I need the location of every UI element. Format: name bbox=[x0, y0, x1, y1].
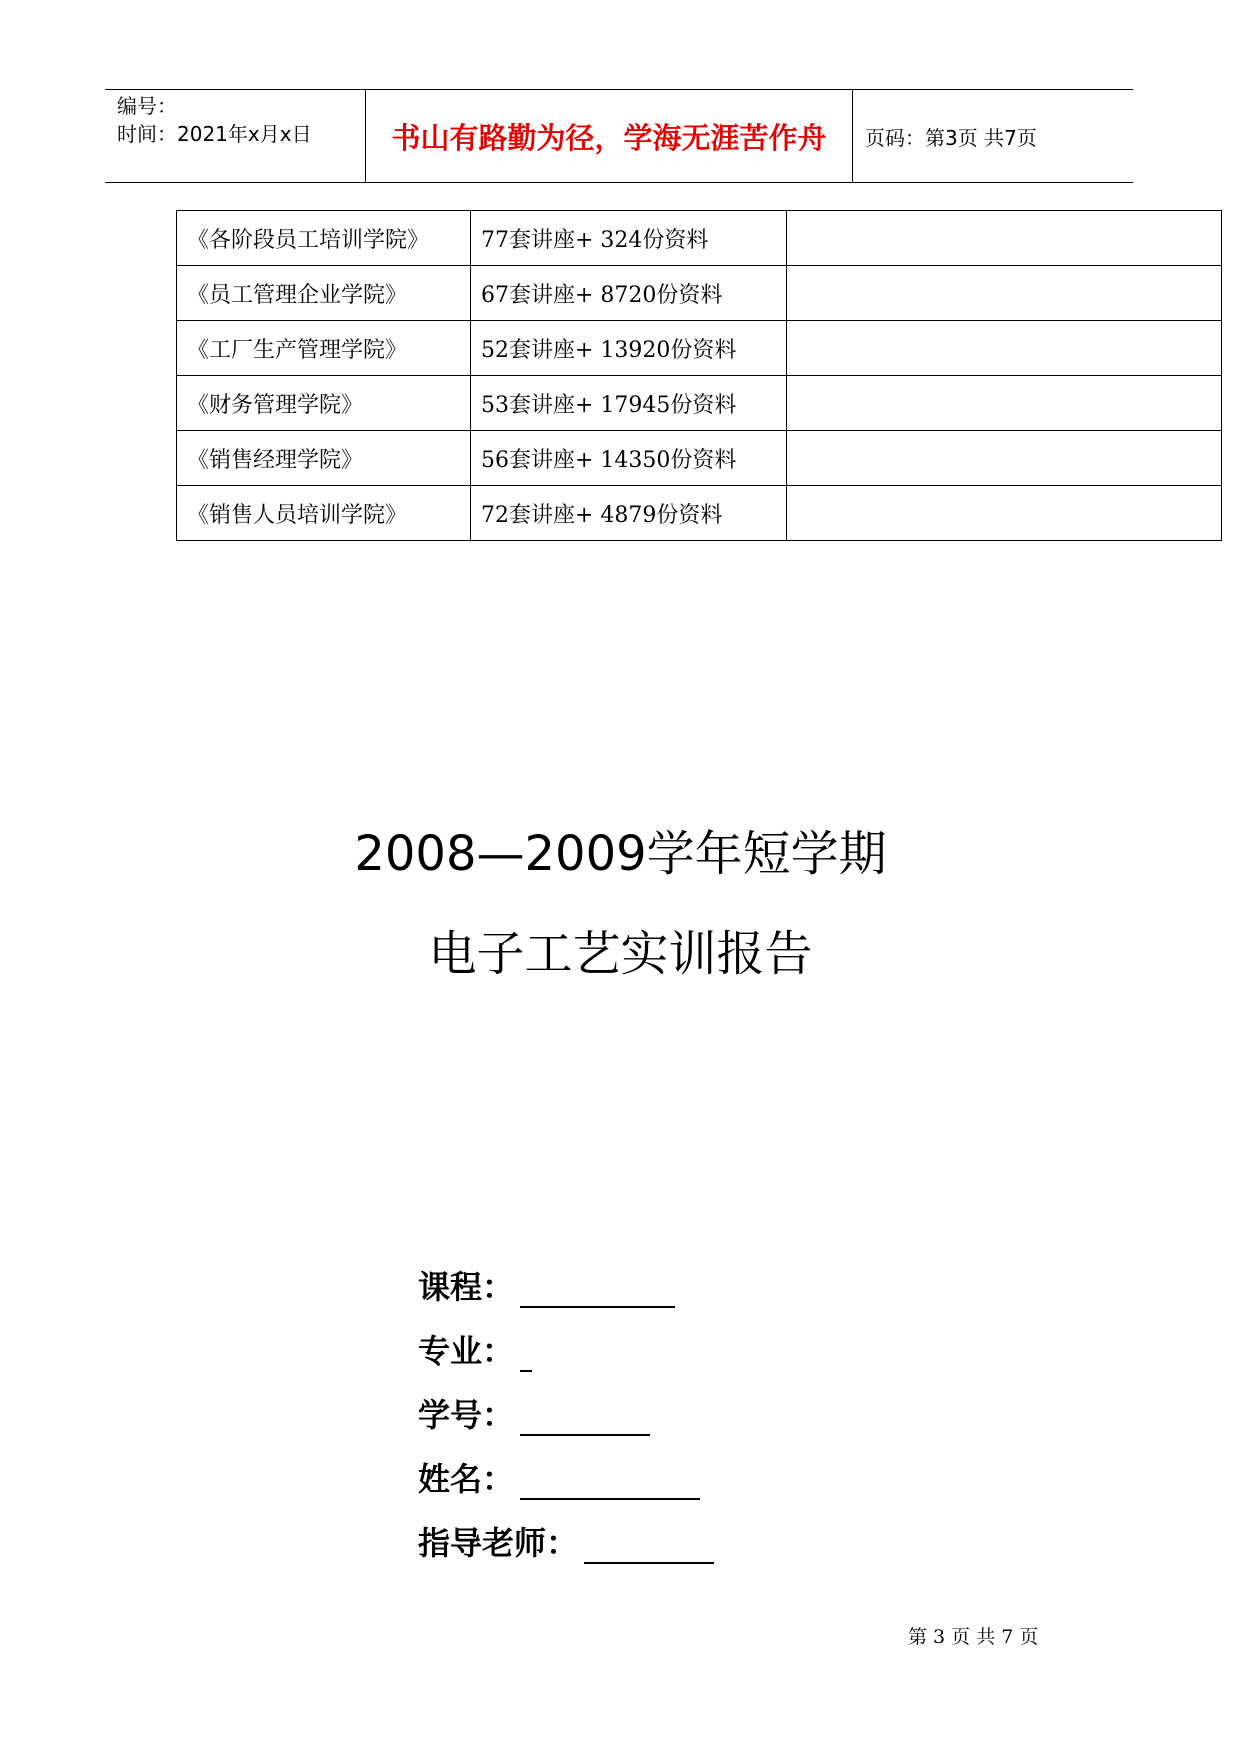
course-label: 课程： bbox=[418, 1268, 515, 1306]
time-label: 时间：2021年x月x日 bbox=[117, 122, 312, 146]
table-row bbox=[177, 211, 1222, 266]
course-extra bbox=[787, 431, 1222, 486]
course-name: 《员工管理企业学院》 bbox=[177, 266, 471, 321]
courses-table bbox=[176, 210, 1222, 541]
name-field bbox=[418, 1454, 700, 1500]
course-content: 56套讲座+ 14350份资料 bbox=[471, 431, 787, 486]
course-extra bbox=[787, 211, 1222, 266]
name-label: 姓名： bbox=[418, 1460, 515, 1498]
major-field bbox=[418, 1326, 532, 1372]
student-id-field bbox=[418, 1390, 650, 1436]
course-name: 《财务管理学院》 bbox=[177, 376, 471, 431]
course-extra bbox=[787, 376, 1222, 431]
course-name: 《销售经理学院》 bbox=[177, 431, 471, 486]
advisor-label: 指导老师： bbox=[418, 1524, 579, 1562]
course-extra bbox=[787, 321, 1222, 376]
header-motto: 书山有路勤为径，学海无涯苦作舟 bbox=[366, 90, 853, 182]
course-content: 53套讲座+ 17945份资料 bbox=[471, 376, 787, 431]
student-id-blank bbox=[520, 1404, 650, 1436]
course-name: 《销售人员培训学院》 bbox=[177, 486, 471, 541]
number-label: 编号： bbox=[117, 94, 177, 118]
course-blank bbox=[520, 1276, 675, 1308]
page-header bbox=[105, 89, 1133, 183]
major-label: 专业： bbox=[418, 1332, 515, 1370]
course-content: 77套讲座+ 324份资料 bbox=[471, 211, 787, 266]
header-info bbox=[105, 90, 366, 182]
page-footer: 第 3 页 共 7 页 bbox=[908, 1626, 1039, 1648]
course-extra bbox=[787, 266, 1222, 321]
course-name: 《工厂生产管理学院》 bbox=[177, 321, 471, 376]
name-blank bbox=[520, 1468, 700, 1500]
course-extra bbox=[787, 486, 1222, 541]
report-title-year: 2008—2009学年短学期 bbox=[354, 826, 887, 882]
table-row bbox=[177, 376, 1222, 431]
table-row bbox=[177, 321, 1222, 376]
table-row bbox=[177, 266, 1222, 321]
table-row bbox=[177, 486, 1222, 541]
course-field bbox=[418, 1262, 675, 1308]
report-title-main: 电子工艺实训报告 bbox=[428, 926, 813, 982]
advisor-field bbox=[418, 1518, 714, 1564]
header-page-code: 页码：第3页 共7页 bbox=[865, 125, 1037, 150]
student-id-label: 学号： bbox=[418, 1396, 515, 1434]
course-name: 《各阶段员工培训学院》 bbox=[177, 211, 471, 266]
advisor-blank bbox=[584, 1532, 714, 1564]
course-content: 67套讲座+ 8720份资料 bbox=[471, 266, 787, 321]
course-content: 72套讲座+ 4879份资料 bbox=[471, 486, 787, 541]
major-blank bbox=[520, 1340, 532, 1372]
course-content: 52套讲座+ 13920份资料 bbox=[471, 321, 787, 376]
table-row bbox=[177, 431, 1222, 486]
